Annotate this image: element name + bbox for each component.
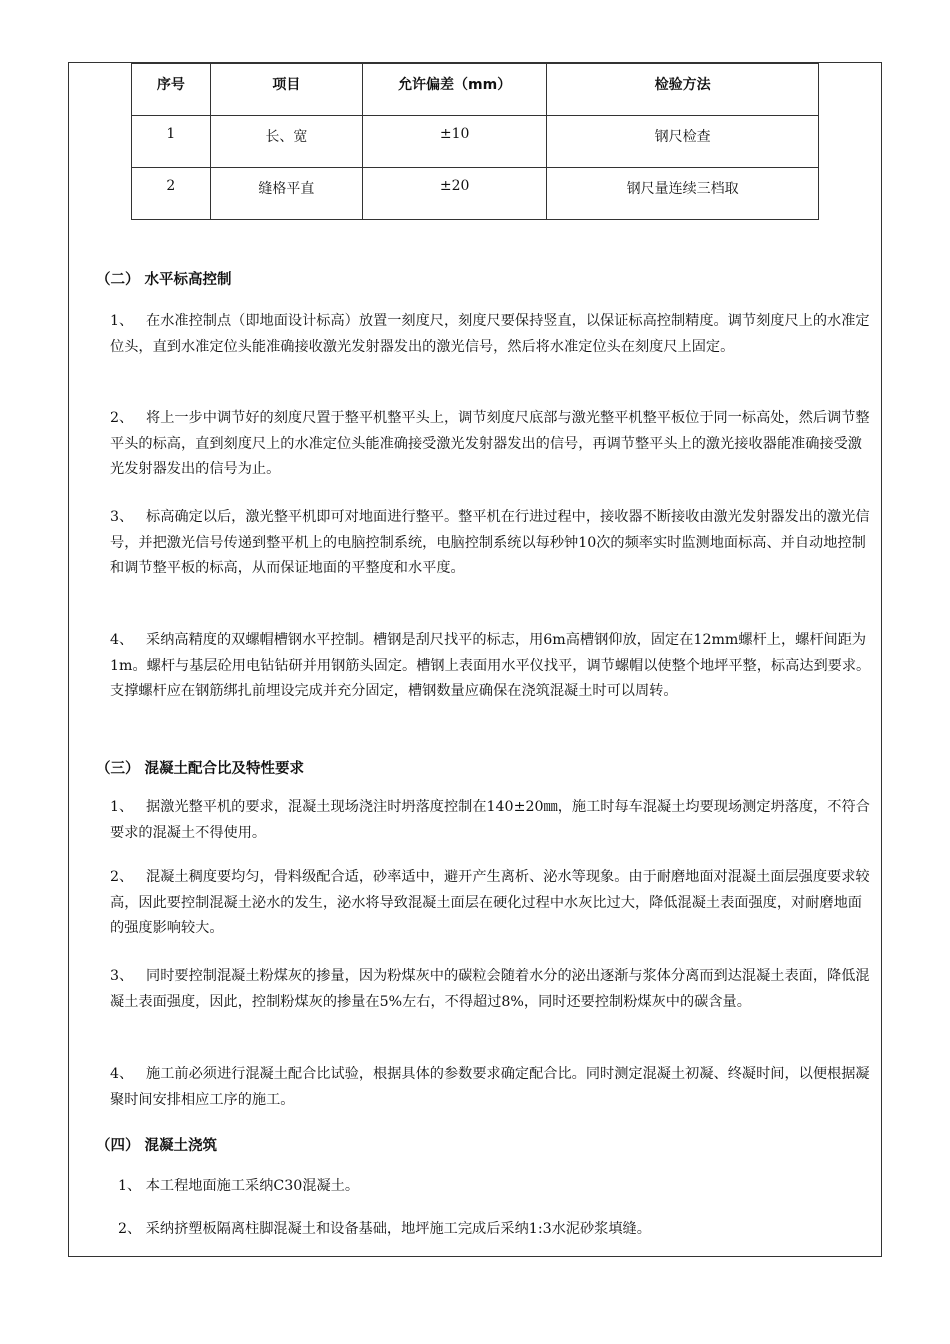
item-text: 施工前必须进行混凝土配合比试验，根据具体的参数要求确定配合比。同时测定混凝土初凝、终凝时间，以便根据凝聚时间安排相应工序的施工。 bbox=[110, 1066, 870, 1108]
section-heading-2: （二） 水平标高控制 bbox=[96, 272, 232, 288]
item-number: 3、 bbox=[110, 968, 134, 984]
table-row bbox=[132, 116, 819, 168]
header-seq: 序号 bbox=[132, 64, 211, 116]
list-item: 1、 本工程地面施工采纳C30混凝土。 bbox=[118, 1178, 360, 1194]
cell-tolerance: ±20 bbox=[363, 168, 547, 220]
cell-method: 钢尺量连续三档取 bbox=[547, 168, 819, 220]
item-text: 将上一步中调节好的刻度尺置于整平机整平头上，调节刻度尺底部与激光整平机整平板位于同一标高处，然后调节整平头的标高，直到刻度尺上的水准定位头能准确接受激光发射器发出的信号，再调节整平头上的激光接收器能准确接受激光发射器发出的信号为止。 bbox=[110, 410, 870, 477]
list-item bbox=[110, 309, 874, 360]
item-number: 2、 bbox=[110, 410, 134, 426]
list-item bbox=[110, 406, 874, 483]
item-text: 据激光整平机的要求，混凝土现场浇注时坍落度控制在140±20㎜，施工时每车混凝土均要现场测定坍落度，不符合要求的混凝土不得使用。 bbox=[110, 799, 870, 841]
cell-seq: 1 bbox=[132, 116, 211, 168]
cell-seq: 2 bbox=[132, 168, 211, 220]
table-header-row bbox=[132, 64, 819, 116]
list-item bbox=[110, 628, 874, 705]
item-text: 采纳高精度的双螺帽槽钢水平控制。槽钢是刮尺找平的标志，用6m高槽钢仰放，固定在12mm螺杆上，螺杆间距为1m。螺杆与基层砼用电钻钻研并用钢筋头固定。槽钢上表面用水平仪找平，调节螺帽以使整个地坪平整，标高达到要求。支撑螺杆应在钢筋绑扎前埋设完成并充分固定，槽钢数量应确保在浇筑混凝土时可以周转。 bbox=[110, 632, 871, 699]
item-number: 3、 bbox=[110, 509, 134, 525]
header-item: 项目 bbox=[210, 64, 362, 116]
list-item bbox=[110, 505, 874, 582]
tolerance-table bbox=[131, 63, 819, 220]
list-item bbox=[110, 795, 874, 846]
item-number: 1、 bbox=[110, 799, 134, 815]
cell-method: 钢尺检查 bbox=[547, 116, 819, 168]
section-heading-4: （四） 混凝土浇筑 bbox=[96, 1138, 218, 1154]
list-item: 2、 采纳挤塑板隔离柱脚混凝土和设备基础，地坪施工完成后采纳1:3水泥砂浆填缝。 bbox=[118, 1221, 651, 1237]
list-item bbox=[110, 1062, 874, 1113]
item-text: 混凝土稠度要均匀，骨料级配合适，砂率适中，避开产生离析、泌水等现象。由于耐磨地面对混凝土面层强度要求较高，因此要控制混凝土泌水的发生，泌水将导致混凝土面层在硬化过程中水灰比过大，降低混凝土表面强度，对耐磨地面的强度影响较大。 bbox=[110, 869, 870, 936]
item-number: 1、 bbox=[110, 313, 134, 329]
item-text: 同时要控制混凝土粉煤灰的掺量，因为粉煤灰中的碳粒会随着水分的泌出逐渐与浆体分离而到达混凝土表面，降低混凝土表面强度，因此，控制粉煤灰的掺量在5%左右，不得超过8%，同时还要控制粉煤灰中的碳含量。 bbox=[110, 968, 870, 1010]
item-text: 标高确定以后，激光整平机即可对地面进行整平。整平机在行进过程中，接收器不断接收由激光发射器发出的激光信号，并把激光信号传递到整平机上的电脑控制系统，电脑控制系统以每秒钟10次的频率实时监测地面标高、并自动地控制和调节整平板的标高，从而保证地面的平整度和水平度。 bbox=[110, 509, 870, 576]
cell-item: 缝格平直 bbox=[210, 168, 362, 220]
item-number: 2、 bbox=[110, 869, 134, 885]
item-number: 4、 bbox=[110, 632, 134, 648]
cell-item: 长、宽 bbox=[210, 116, 362, 168]
cell-tolerance: ±10 bbox=[363, 116, 547, 168]
item-number: 4、 bbox=[110, 1066, 134, 1082]
header-method: 检验方法 bbox=[547, 64, 819, 116]
table-row bbox=[132, 168, 819, 220]
header-tolerance: 允许偏差（mm） bbox=[363, 64, 547, 116]
item-text: 在水准控制点（即地面设计标高）放置一刻度尺，刻度尺要保持竖直，以保证标高控制精度。调节刻度尺上的水准定位头，直到水准定位头能准确接收激光发射器发出的激光信号，然后将水准定位头在刻度尺上固定。 bbox=[110, 313, 870, 355]
list-item bbox=[110, 865, 874, 942]
list-item bbox=[110, 964, 874, 1015]
section-heading-3: （三） 混凝土配合比及特性要求 bbox=[96, 761, 305, 777]
